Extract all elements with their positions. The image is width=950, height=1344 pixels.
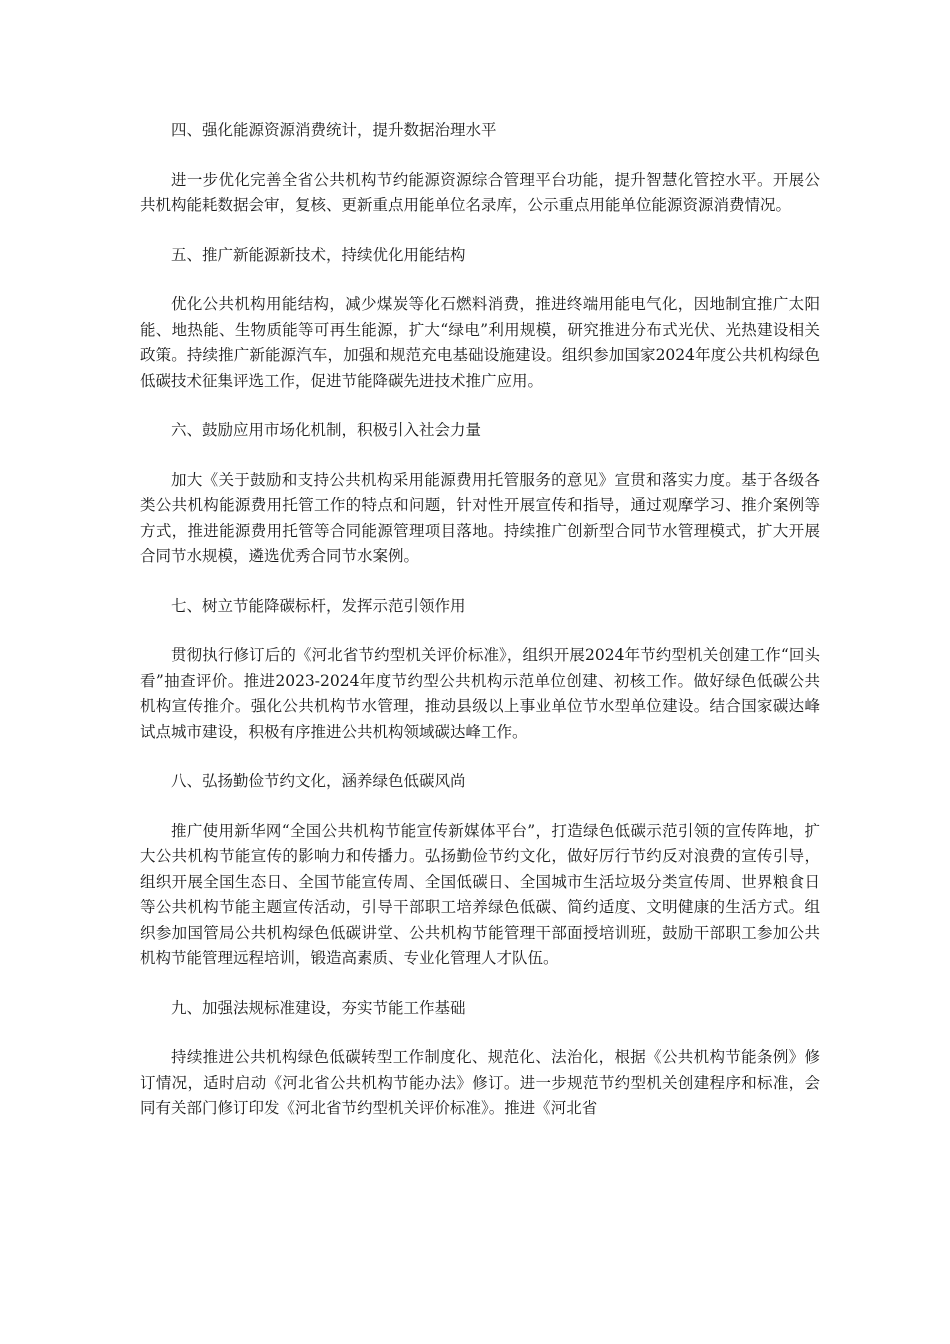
section-heading-5: 五、推广新能源新技术，持续优化用能结构 [171,245,466,264]
section-body-6: 加大《关于鼓励和支持公共机构采用能源费用托管服务的意见》宣贯和落实力度。基于各级各类公共机构能源费用托管工作的特点和问题，针对性开展宣传和指导，通过观摩学习、推介案例等方式，推进能源费用托管等合同能源管理项目落地。持续推广创新型合同节水管理模式，扩大开展合同节水规模，遴选优秀合同节水案例。 [140,470,820,565]
section-body-5: 优化公共机构用能结构，减少煤炭等化石燃料消费，推进终端用能电气化，因地制宜推广太阳能、地热能、生物质能等可再生能源，扩大“绿电”利用规模，研究推进分布式光伏、光热建设相关政策。持续推广新能源汽车，加强和规范充电基础设施建设。组织参加国家2024年度公共机构绿色低碳技术征集评选工作，促进节能降碳先进技术推广应用。 [140,295,820,390]
section-heading-7: 七、树立节能降碳标杆，发挥示范引领作用 [171,596,466,615]
section-body-9: 持续推进公共机构绿色低碳转型工作制度化、规范化、法治化，根据《公共机构节能条例》修订情况，适时启动《河北省公共机构节能办法》修订。进一步规范节约型机关创建程序和标准，会同有关部门修订印发《河北省节约型机关评价标准》。推进《河北省 [140,1048,820,1117]
section-body-8: 推广使用新华网“全国公共机构节能宣传新媒体平台”，打造绿色低碳示范引领的宣传阵地，扩大公共机构节能宣传的影响力和传播力。弘扬勤俭节约文化，做好厉行节约反对浪费的宣传引导，组织开展全国生态日、全国节能宣传周、全国低碳日、全国城市生活垃圾分类宣传周、世界粮食日等公共机构节能主题宣传活动，引导干部职工培养绿色低碳、简约适度、文明健康的生活方式。组织参加国管局公共机构绿色低碳讲堂、公共机构节能管理干部面授培训班，鼓励干部职工参加公共机构节能管理远程培训，锻造高素质、专业化管理人才队伍。 [140,821,820,967]
section-heading-9: 九、加强法规标准建设，夯实节能工作基础 [171,998,466,1017]
section-body-7: 贯彻执行修订后的《河北省节约型机关评价标准》，组织开展2024年节约型机关创建工作“回头看”抽查评价。推进2023-2024年度节约型公共机构示范单位创建、初核工作。做好绿色低碳公共机构宣传推介。强化公共机构节水管理，推动县级以上事业单位节水型单位建设。结合国家碳达峰试点城市建设，积极有序推进公共机构领域碳达峰工作。 [140,646,820,741]
section-heading-6: 六、鼓励应用市场化机制，积极引入社会力量 [171,421,482,439]
section-body-4: 进一步优化完善全省公共机构节约能源资源综合管理平台功能，提升智慧化管控水平。开展公共机构能耗数据会审，复核、更新重点用能单位名录库，公示重点用能单位能源资源消费情况。 [140,170,820,214]
document-page [140,118,820,1146]
section-heading-8: 八、弘扬勤俭节约文化，涵养绿色低碳风尚 [171,772,466,790]
section-heading-4: 四、强化能源资源消费统计，提升数据治理水平 [171,121,497,139]
